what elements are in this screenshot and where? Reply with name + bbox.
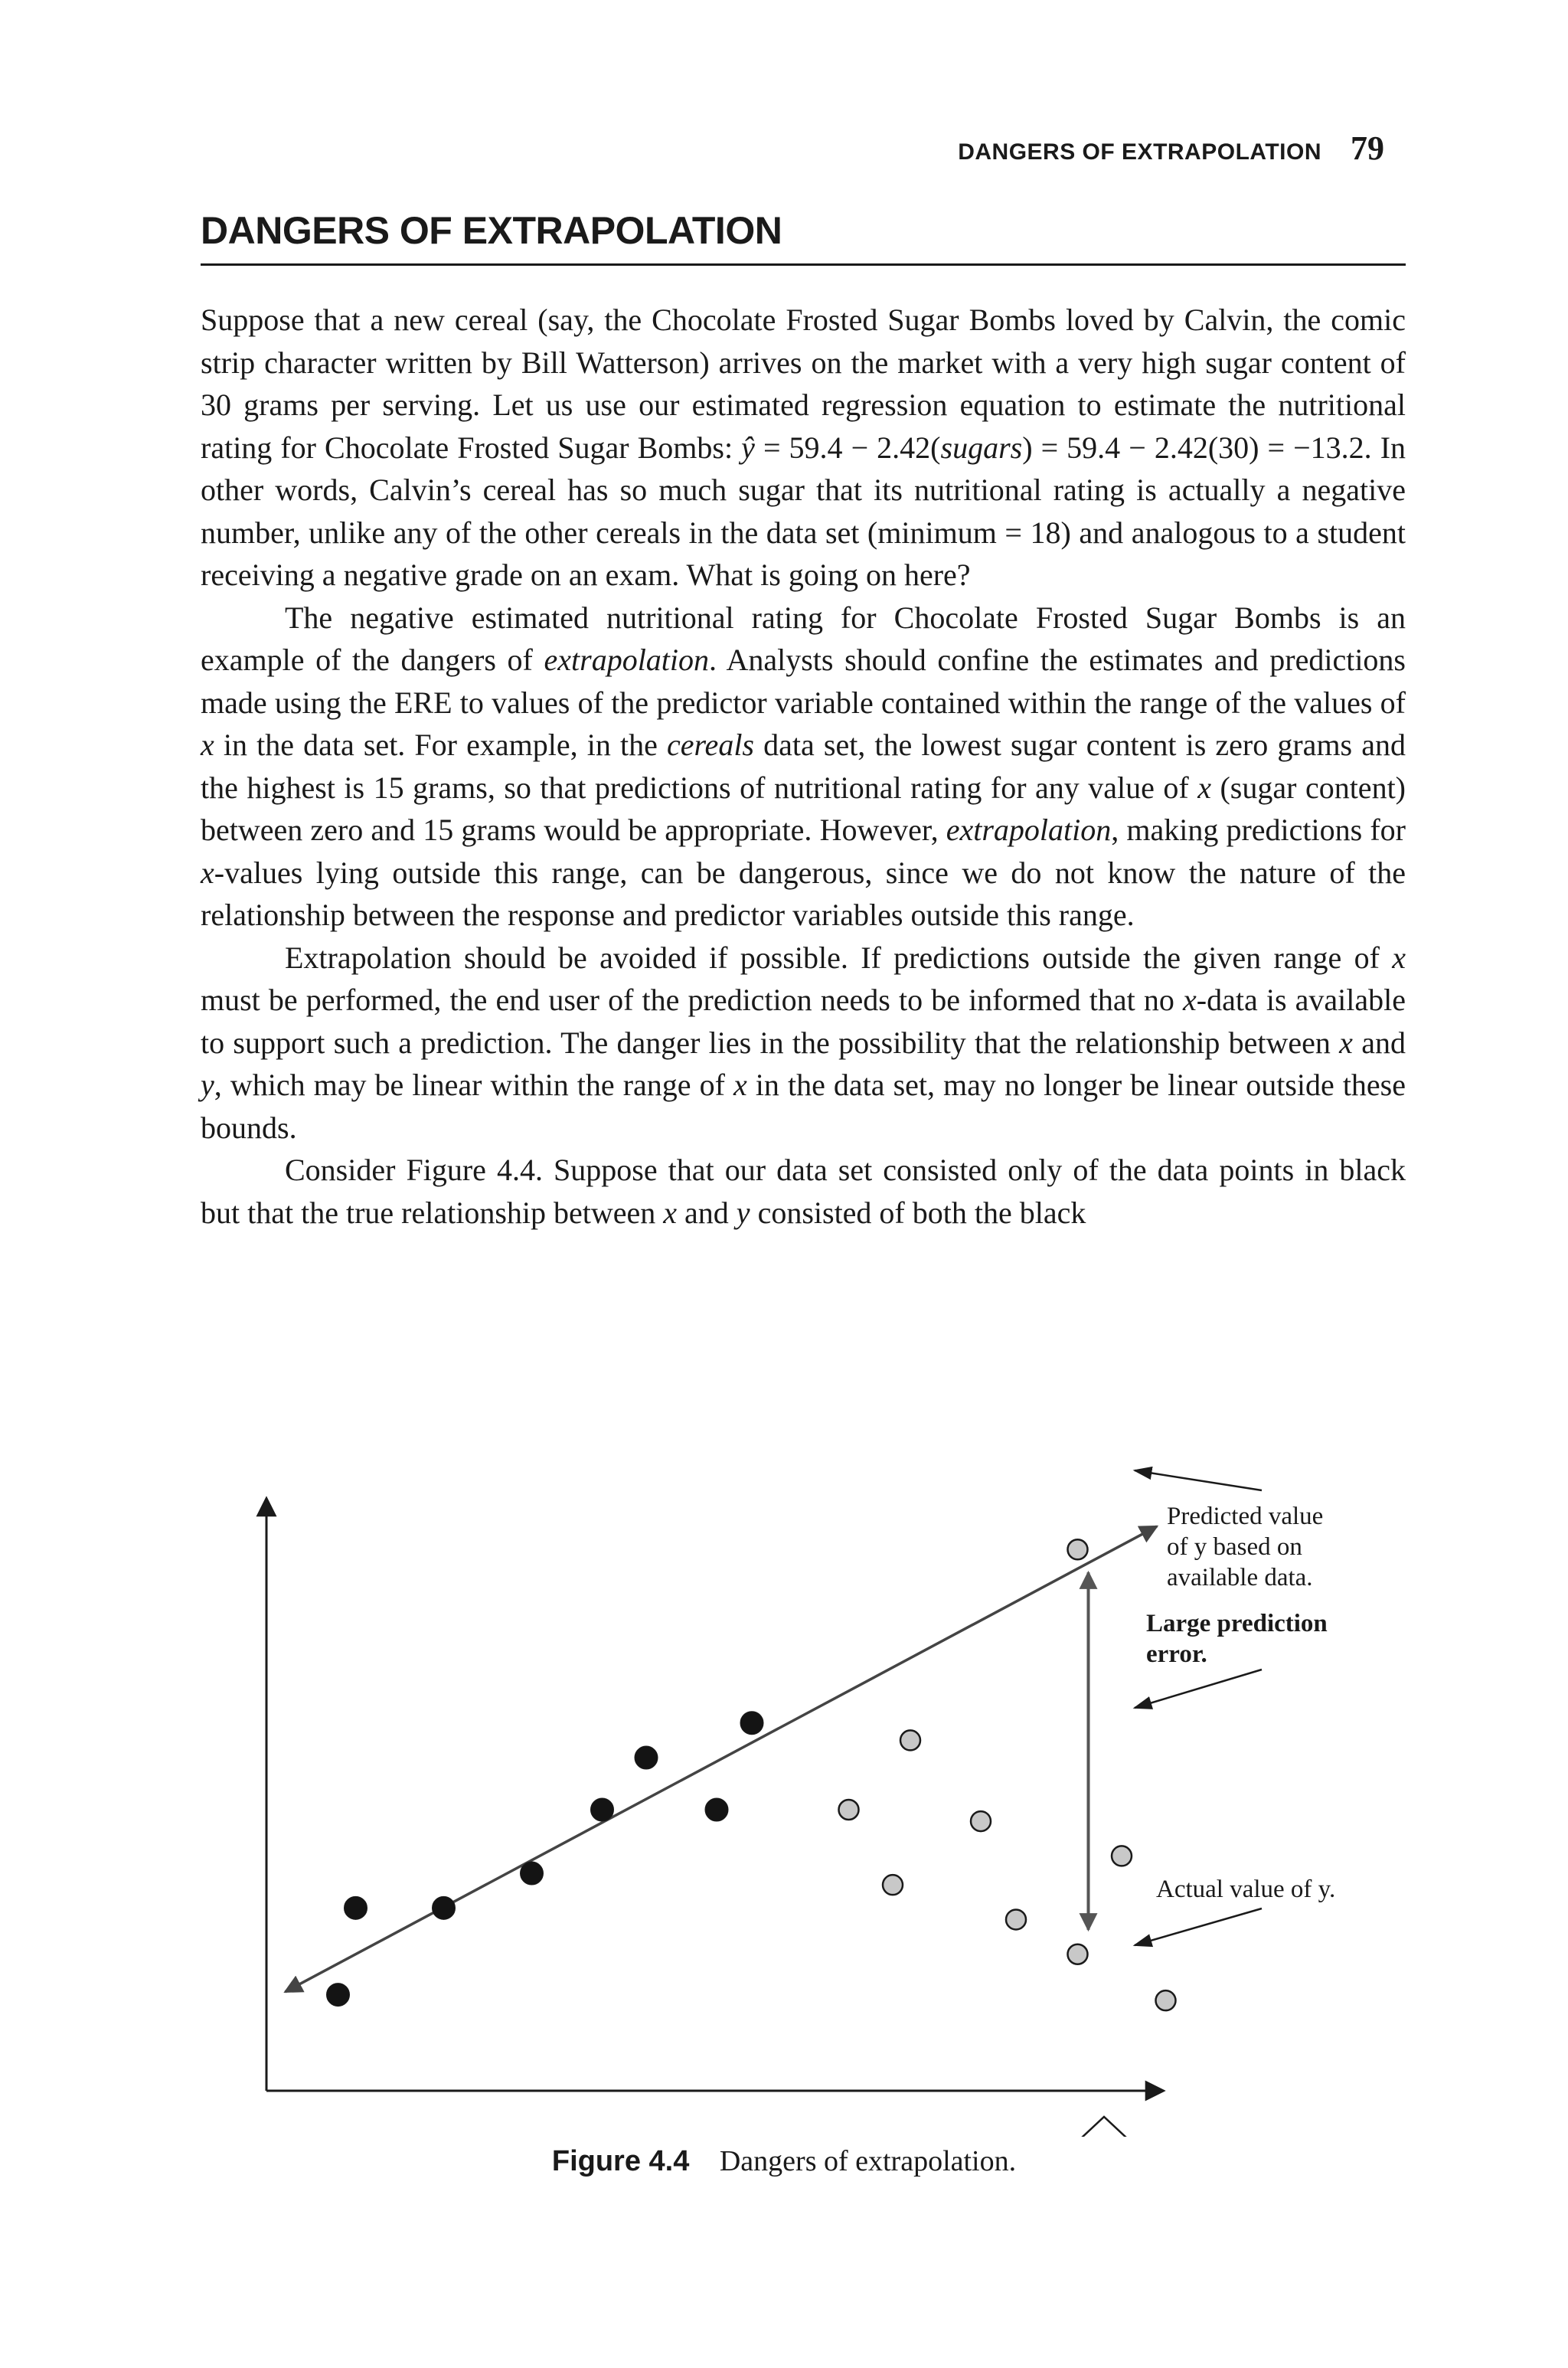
text-segment: consisted of both the black [750, 1195, 1086, 1230]
italic-term: x [201, 855, 214, 890]
text-segment: in the data set, may no longer be linear outside these bounds. [201, 1068, 1406, 1145]
callout-arrow-error [1135, 1670, 1262, 1708]
text-segment: (sugar content) between zero and 15 grams would be appropriate. However, [201, 770, 1406, 847]
body-text [201, 299, 1406, 1234]
running-head-title: DANGERS OF EXTRAPOLATION [958, 139, 1321, 165]
data-point-gray [971, 1811, 991, 1831]
paragraph [201, 937, 1406, 1150]
italic-term: x [201, 728, 214, 762]
italic-term: y [201, 1068, 214, 1102]
callout-arrow-actual [1135, 1908, 1262, 1945]
annotation-actual-value-line: Actual value of y. [1156, 1876, 1336, 1903]
data-point-gray [1156, 1990, 1176, 2010]
annotation-predicted-value-line: of y based on [1167, 1533, 1302, 1561]
data-point-gray [839, 1800, 859, 1820]
annotation-predicted-value [1167, 1503, 1323, 1591]
figure-4-4 [0, 1363, 1568, 2206]
data-point-black [327, 1984, 350, 2007]
running-head [958, 129, 1384, 168]
figure-caption [0, 2144, 1568, 2178]
caption-label: Figure 4.4 [551, 2145, 690, 2177]
text-segment: must be performed, the end user of the prediction needs to be informed that no [201, 983, 1184, 1017]
data-point-black [740, 1712, 763, 1735]
data-point-gray [883, 1875, 903, 1895]
italic-term: x [1183, 983, 1197, 1017]
text-segment: data set, the lowest sugar content is zero grams and the highest is 15 grams, so that predictions of nutritional rating for any value of [201, 728, 1406, 805]
text-segment: in the data set. For example, in the [214, 728, 667, 762]
data-point-gray [1068, 1944, 1088, 1964]
text-segment: , which may be linear within the range of [214, 1068, 733, 1102]
text-segment: . Analysts should confine the estimates and predictions made using the ERE to values of the predictor variable contained within the range of the values of [201, 643, 1406, 720]
italic-term: x [1197, 770, 1211, 805]
data-point-black [433, 1896, 456, 1919]
annotation-large-error-line: error. [1146, 1640, 1207, 1668]
caption-text: Dangers of extrapolation. [719, 2145, 1017, 2177]
italic-term: x [1392, 940, 1406, 975]
italic-term: x [733, 1068, 747, 1102]
text-segment: = 59.4 − 2.42( [754, 430, 941, 465]
data-point-black [521, 1862, 544, 1885]
text-segment: -data is available to support such a prediction. The danger lies in the possibility that the relationship between [201, 983, 1406, 1060]
text-segment: and [677, 1195, 737, 1230]
italic-term: x [663, 1195, 678, 1230]
data-point-black [705, 1798, 728, 1821]
italic-term: extrapolation [544, 643, 710, 677]
section-rule [201, 263, 1406, 266]
italic-term: ŷ [741, 430, 755, 465]
paragraph [201, 299, 1406, 597]
paragraph [201, 1149, 1406, 1234]
italic-term: cereals [666, 728, 754, 762]
text-segment: Suppose that a new cereal (say, the Chocolate Frosted Sugar Bombs loved by Calvin, the comic strip character written by Bill Watterson) arrives on the market with a very high sugar content of 30 grams per serving. Let us use our estimated regression equation to estimate the nutritional rating for Chocolate Frosted Sugar Bombs: [201, 303, 1406, 465]
triangle-marker-icon [1081, 2117, 1127, 2137]
italic-term: extrapolation [946, 813, 1112, 847]
data-point-gray [1006, 1909, 1026, 1929]
text-segment: -values lying outside this range, can be dangerous, since we do not know the nature of the relationship between the response and predictor variables outside this range. [201, 855, 1406, 932]
scatter-chart [0, 1363, 1568, 2137]
data-point-black [635, 1746, 658, 1769]
annotation-predicted-value-line: Predicted value [1167, 1503, 1324, 1530]
italic-term: x [1339, 1025, 1353, 1060]
page-number: 79 [1351, 129, 1384, 167]
section-title: DANGERS OF EXTRAPOLATION [201, 209, 782, 252]
text-segment: ) = 59.4 − 2.42(30) = −13.2. In other words, Calvin’s cereal has so much sugar that its nutritional rating is actually a negative number, unlike any of the other cereals in the data set (minimum = 18) and analogous to a student receiving a negative grade on an exam. What is going on here? [201, 430, 1406, 592]
annotation-large-error-line: Large prediction [1146, 1610, 1328, 1637]
data-point-gray [900, 1730, 920, 1750]
data-point-black [345, 1896, 368, 1919]
data-point-black [591, 1798, 614, 1821]
annotation-actual-value [1156, 1876, 1335, 1903]
italic-term: y [736, 1195, 750, 1230]
text-segment: and [1352, 1025, 1406, 1060]
data-point-gray [1068, 1539, 1088, 1559]
annotation-large-error [1146, 1610, 1328, 1668]
annotation-predicted-value-line: available data. [1167, 1564, 1313, 1591]
text-segment: , making predictions for [1111, 813, 1406, 847]
text-segment: The negative estimated nutritional rating for Chocolate Frosted Sugar Bombs is an example of the dangers of [201, 600, 1406, 677]
data-point-gray [1112, 1846, 1132, 1866]
text-segment: Extrapolation should be avoided if possible. If predictions outside the given range of [285, 940, 1393, 975]
text-segment: Consider Figure 4.4. Suppose that our data set consisted only of the data points in black but that the true relationship between [201, 1153, 1406, 1230]
paragraph [201, 597, 1406, 937]
italic-term: sugars [940, 430, 1023, 465]
callout-arrow-predicted [1135, 1470, 1262, 1490]
